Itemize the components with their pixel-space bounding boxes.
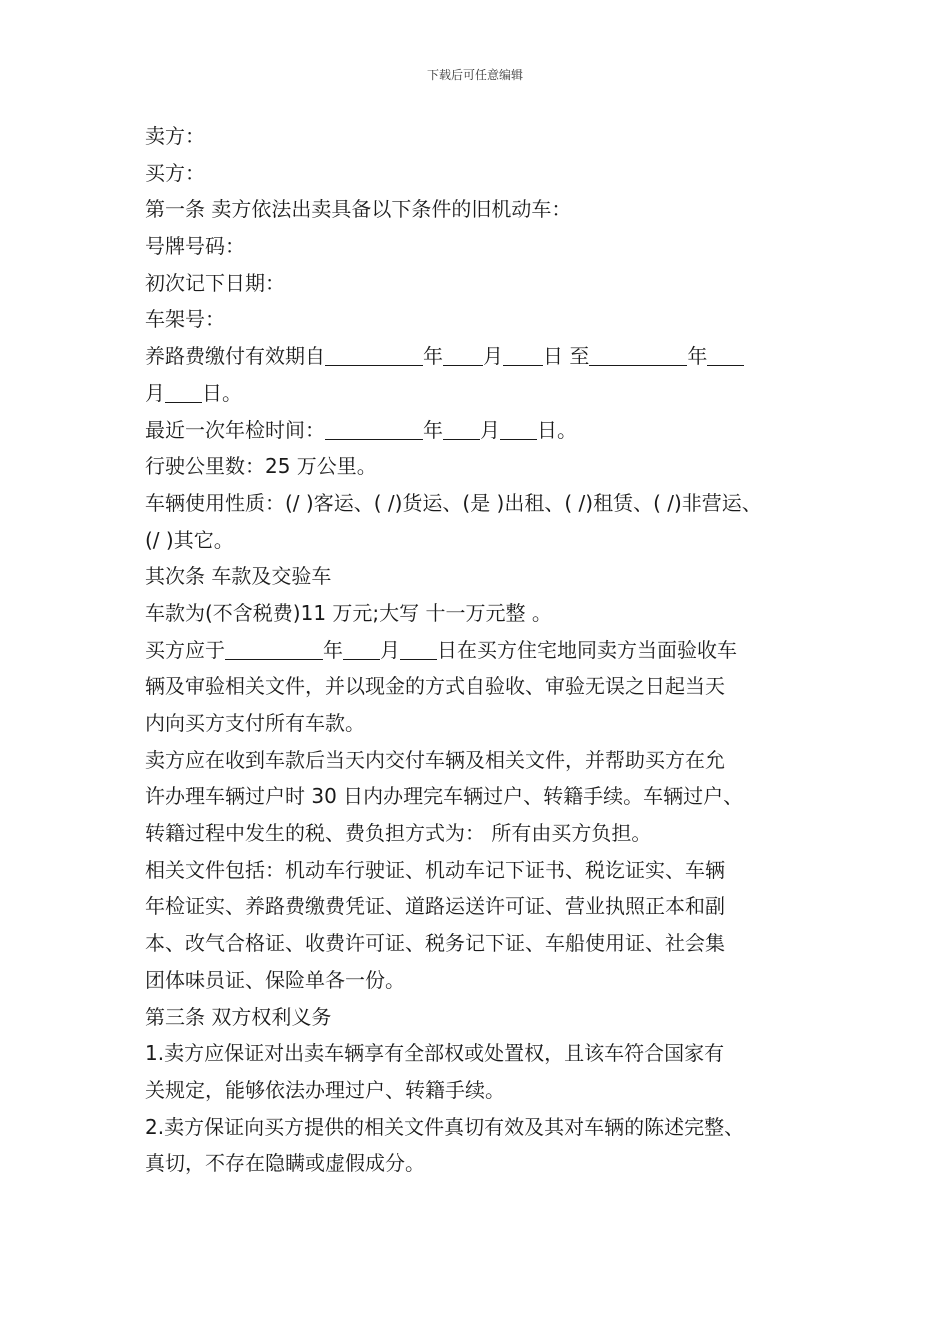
blank-inspect-day [500,417,537,440]
month-label: 月 [380,637,400,662]
document-body [145,118,835,1182]
right-1-line-1: 1.卖方应保证对出卖车辆享有全部权或处置权，且该车符合国家有 [145,1041,725,1066]
year-label: 年 [323,637,343,662]
seller-duty-line-3: 转籍过程中发生的税、费负担方式为： 所有由买方负担。 [145,821,652,846]
blank-month-end [707,343,744,366]
documents-line-3: 本、改气合格证、收费许可证、税务记下证、车船使用证、社会集 [145,931,725,956]
usage-line-2: (/ )其它。 [145,527,234,552]
year-label: 年 [423,344,443,369]
blank-year-start [325,343,423,366]
month-label: 月 [145,380,165,405]
blank-buyer-month [343,637,380,660]
mileage-line: 行驶公里数：25 万公里。 [145,454,377,479]
article-1-title: 第一条 卖方依法出卖具备以下条件的旧机动车： [145,197,572,222]
day-to-label: 日 至 [543,344,590,369]
buyer-line-3: 内向买方支付所有车款。 [145,711,365,735]
inspection-label: 最近一次年检时间： [145,417,325,442]
inspection-line [145,412,835,449]
article-2-title: 其次条 车款及交验车 [145,564,332,589]
article-3-title: 第三条 双方权利义务 [145,1004,332,1029]
blank-inspect-month [443,417,480,440]
buyer-line: 买方： [145,160,205,185]
right-2-line-1: 2.卖方保证向买方提供的相关文件真切有效及其对车辆的陈述完整、 [145,1114,745,1139]
documents-line-4: 团体味员证、保险单各一份。 [145,967,405,992]
month-label: 月 [483,344,503,369]
seller-duty-line-2: 许办理车辆过户时 30 日内办理完车辆过户、转籍手续。车辆过户、 [145,784,744,809]
blank-day-start [503,343,543,366]
registration-date-line: 初次记下日期： [145,270,285,295]
seller-line: 卖方： [145,124,205,148]
documents-line-1: 相关文件包括：机动车行驶证、机动车记下证书、税讫证实、车辆 [145,857,725,882]
right-2-line-2: 真切，不存在隐瞒或虚假成分。 [145,1151,425,1176]
plate-number-line: 号牌号码： [145,234,245,259]
price-line: 车款为(不含税费)11 万元;大写 十一万元整 。 [145,600,552,625]
road-fee-label: 养路费缴付有效期自 [145,344,325,369]
blank-inspect-year [325,417,423,440]
vin-line: 车架号： [145,307,225,332]
buyer-due-text: 日在买方住宅地同卖方当面验收车 [437,637,737,662]
seller-duty-line-1: 卖方应在收到车款后当天内交付车辆及相关文件，并帮助买方在允 [145,747,725,772]
month-label: 月 [480,417,500,442]
blank-day-end [165,380,202,403]
blank-buyer-day [400,637,437,660]
buyer-inspection-line [145,632,835,669]
road-fee-line [145,338,835,375]
blank-year-end [589,343,687,366]
year-label: 年 [423,417,443,442]
road-fee-line-2 [145,375,835,412]
day-label: 日。 [537,417,577,442]
usage-line-1: 车辆使用性质：(/ )客运、( /)货运、(是 )出租、( /)租赁、( /)非营运、 [145,490,762,515]
right-1-line-2: 关规定，能够依法办理过户、转籍手续。 [145,1077,505,1102]
blank-month-start [443,343,483,366]
day-label: 日。 [202,380,242,405]
year-label: 年 [687,344,708,369]
page-header: 下载后可任意编辑 [426,68,523,82]
documents-line-2: 年检证实、养路费缴费凭证、道路运送许可证、营业执照正本和副 [145,894,725,919]
buyer-due-label: 买方应于 [145,637,225,662]
buyer-line-2: 辆及审验相关文件，并以现金的方式自验收、审验无误之日起当天 [145,674,725,699]
blank-buyer-year [225,637,323,660]
